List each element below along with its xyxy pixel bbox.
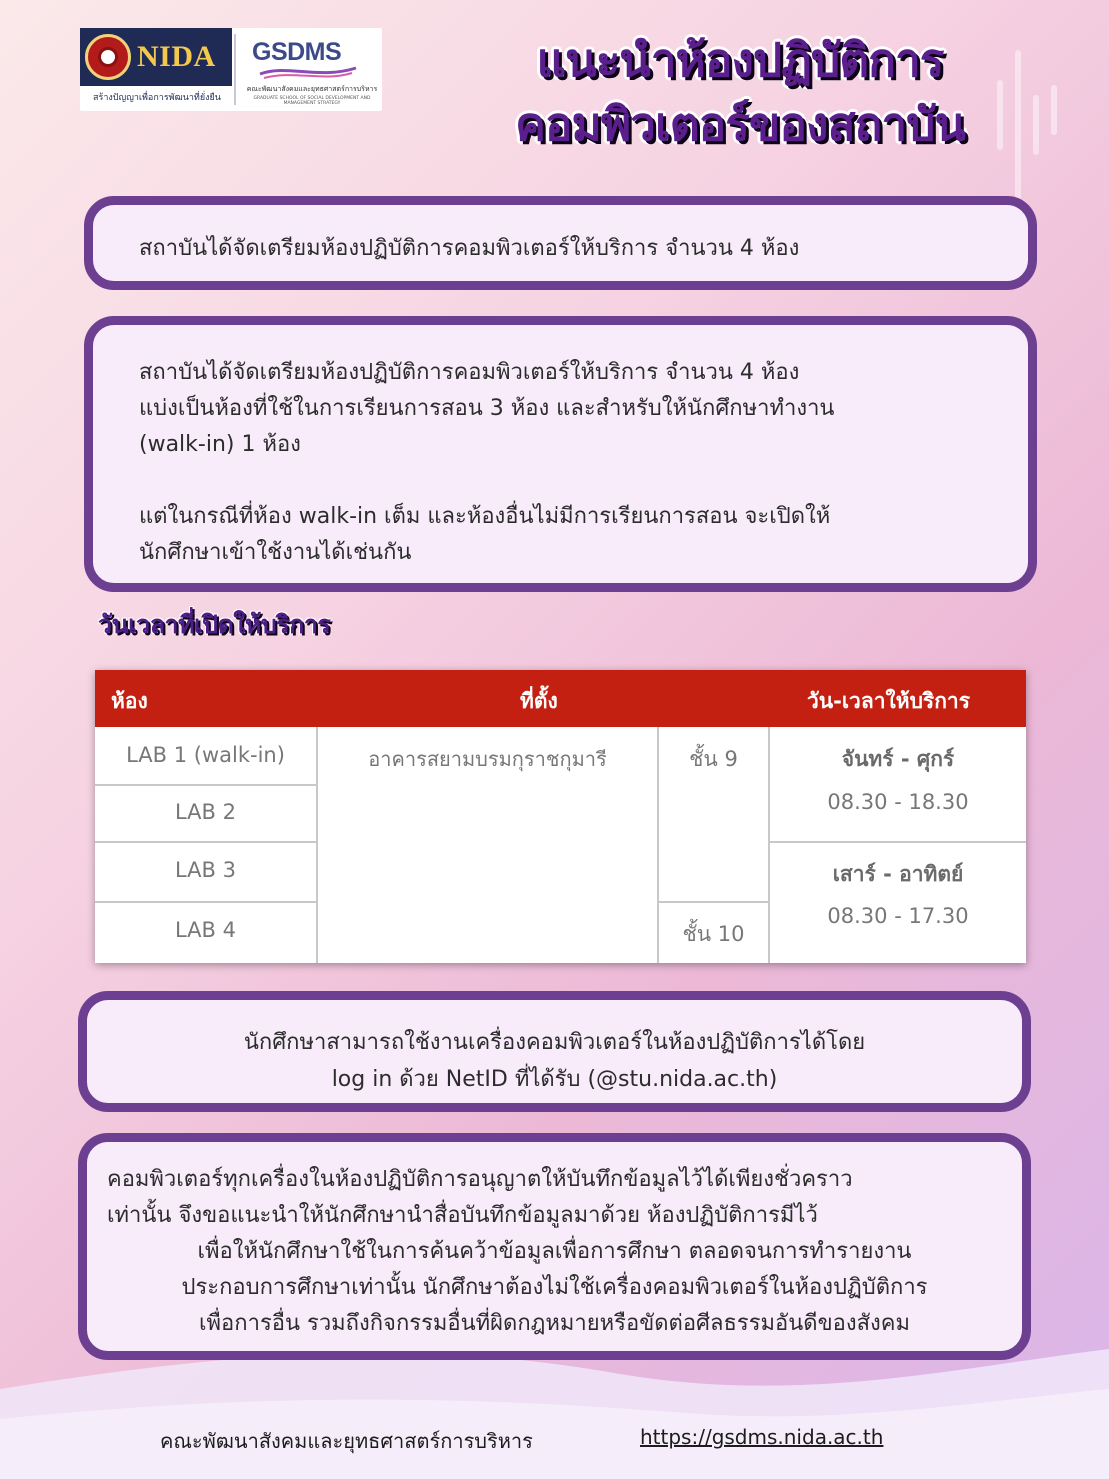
grid-line bbox=[95, 901, 317, 903]
details-line: นักศึกษาเข้าใช้งานได้เช่นกัน bbox=[139, 540, 412, 565]
details-line: แต่ในกรณีที่ห้อง walk-in เต็ม และห้องอื่นไม่มีการเรียนการสอน จะเปิดให้ bbox=[139, 504, 831, 529]
logo-divider bbox=[234, 34, 236, 105]
details-line: สถาบันได้จัดเตรียมห้องปฏิบัติการคอมพิวเตอร์ให้บริการ จำนวน 4 ห้อง bbox=[139, 360, 800, 385]
nida-wordmark: NIDA bbox=[137, 40, 216, 73]
nida-motto: สร้างปัญญาเพื่อการพัฒนาที่ยั่งยืน bbox=[93, 93, 221, 103]
gsdms-wordmark: GSDMS bbox=[252, 38, 342, 66]
title-line-1: แนะนำห้องปฏิบัติการ bbox=[536, 33, 944, 87]
weekend-time: 08.30 - 17.30 bbox=[827, 904, 969, 928]
floor-cell: ชั้น 9 bbox=[689, 747, 738, 771]
details-card bbox=[84, 316, 1037, 592]
header-room: ห้อง bbox=[111, 689, 148, 713]
weekday-days: จันทร์ - ศุกร์ bbox=[841, 747, 955, 771]
policy-line: เท่านั้น จึงขอแนะนำให้นักศึกษานำสื่อบันทึกข้อมูลมาด้วย ห้องปฏิบัติการมีไว้ bbox=[107, 1203, 818, 1228]
floor-cell: ชั้น 10 bbox=[682, 922, 745, 946]
details-line: (walk-in) 1 ห้อง bbox=[139, 432, 301, 457]
footer-faculty: คณะพัฒนาสังคมและยุทธศาสตร์การบริหาร bbox=[160, 1429, 533, 1453]
footer-website-link[interactable]: https://gsdms.nida.ac.th bbox=[640, 1425, 884, 1449]
policy-card bbox=[78, 1133, 1031, 1360]
header-hours: วัน-เวลาให้บริการ bbox=[807, 689, 970, 713]
building-cell: อาคารสยามบรมกุราชกุมารี bbox=[368, 747, 607, 771]
policy-line: คอมพิวเตอร์ทุกเครื่องในห้องปฏิบัติการอนุญาตให้บันทึกข้อมูลไว้ได้เพียงชั่วคราว bbox=[107, 1167, 853, 1192]
gsdms-logo bbox=[238, 28, 382, 111]
gsdms-thai-name: คณะพัฒนาสังคมและยุทธศาสตร์การบริหาร bbox=[246, 85, 378, 93]
policy-line: ประกอบการศึกษาเท่านั้น นักศึกษาต้องไม่ใช้เครื่องคอมพิวเตอร์ในห้องปฏิบัติการ bbox=[181, 1275, 928, 1300]
grid-line bbox=[95, 841, 317, 843]
nida-logo bbox=[80, 28, 232, 111]
gsdms-english-name: GRADUATE SCHOOL OF SOCIAL DEVELOPMENT AND MANAGEMENT STRATEGY bbox=[253, 96, 371, 106]
logo-banner bbox=[80, 28, 382, 111]
details-line: แบ่งเป็นห้องที่ใช้ในการเรียนการสอน 3 ห้อง และสำหรับให้นักศึกษาทำงาน bbox=[139, 396, 835, 421]
policy-line: เพื่อการอื่น รวมถึงกิจกรรมอื่นที่ผิดกฎหมายหรือขัดต่อศีลธรรมอันดีของสังคม bbox=[199, 1311, 910, 1336]
nida-seal-icon bbox=[85, 34, 131, 80]
room-cell: LAB 3 bbox=[175, 858, 236, 882]
header-location: ที่ตั้ง bbox=[520, 689, 558, 713]
gsdms-swoosh-icon bbox=[258, 64, 358, 80]
login-line: log in ด้วย NetID ที่ได้รับ (@stu.nida.ac.th) bbox=[331, 1067, 778, 1092]
policy-line: เพื่อให้นักศึกษาใช้ในการค้นคว้าข้อมูลเพื่อการศึกษา ตลอดจนการทำรายงาน bbox=[197, 1239, 912, 1264]
login-line: นักศึกษาสามารถใช้งานเครื่องคอมพิวเตอร์ในห้องปฏิบัติการได้โดย bbox=[243, 1030, 866, 1055]
room-cell: LAB 4 bbox=[175, 918, 236, 942]
schedule-header-row bbox=[95, 670, 1026, 727]
page-title bbox=[400, 28, 1080, 156]
details-paragraph-1 bbox=[139, 355, 982, 463]
service-hours-heading: วันเวลาที่เปิดให้บริการ bbox=[98, 610, 331, 639]
details-paragraph-2 bbox=[139, 499, 982, 571]
summary-card bbox=[84, 196, 1037, 290]
login-card bbox=[78, 991, 1031, 1112]
grid-line bbox=[657, 901, 769, 903]
title-line-2: คอมพิวเตอร์ของสถาบัน bbox=[515, 97, 965, 151]
schedule-table bbox=[95, 670, 1026, 963]
room-cell: LAB 2 bbox=[175, 800, 236, 824]
grid-line bbox=[768, 841, 1026, 843]
summary-text: สถาบันได้จัดเตรียมห้องปฏิบัติการคอมพิวเตอร์ให้บริการ จำนวน 4 ห้อง bbox=[139, 236, 800, 261]
weekend-days: เสาร์ - อาทิตย์ bbox=[832, 862, 964, 886]
grid-line bbox=[95, 784, 317, 786]
room-cell: LAB 1 (walk-in) bbox=[126, 743, 285, 767]
weekday-time: 08.30 - 18.30 bbox=[827, 790, 969, 814]
